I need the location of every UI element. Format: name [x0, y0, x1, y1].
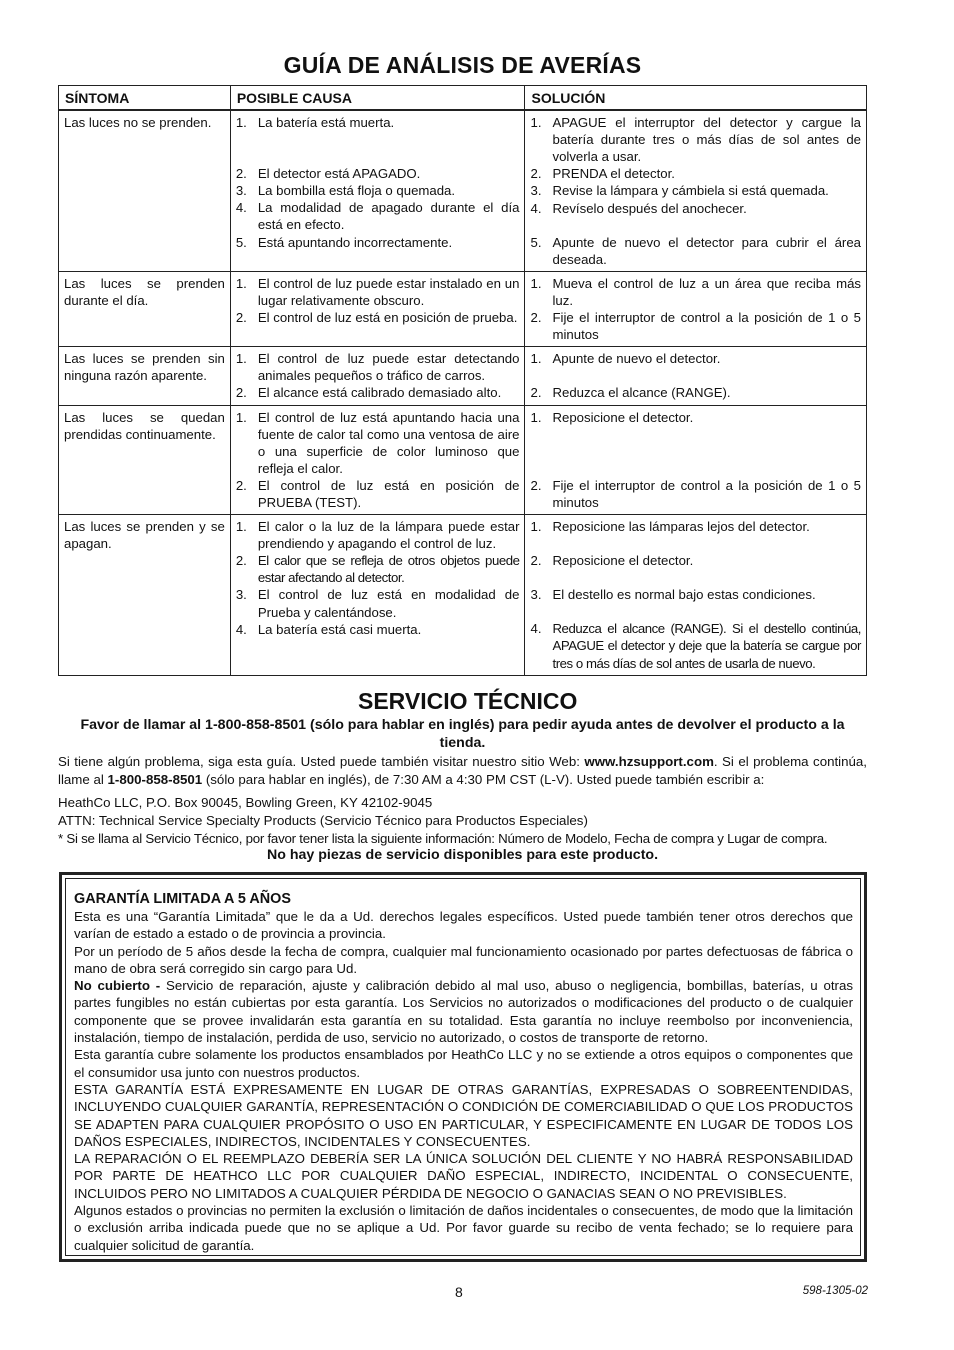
- service-attn: ATTN: Technical Service Specialty Products (Servicio Técnico para Productos Especiales): [58, 813, 588, 828]
- solution-item: 2. PRENDA el detector.: [530, 166, 675, 182]
- table-header-row: [59, 86, 867, 111]
- symptom-cell: Las luces no se prenden.: [59, 110, 231, 271]
- service-no-parts: No hay piezas de servicio disponibles para este producto.: [266, 847, 659, 863]
- cause-item: 2. El control de luz está en posición de PRUEBA (TEST).: [235, 477, 520, 510]
- warranty-text: Servicio de reparación, ajuste y calibración debido al mal uso, abuso o negligencia, bombillas, baterías, u otras partes fungibles no están cubiertas por esta garantía. Los Servicios no autorizados o modificaciones del producto o de cualquier componente que se provee invalidarán esta garantía en su totalidad. Esta garantía no incluye reembolso por inconveniencia, instalación, tiempo de instalación, perdida de uso, servicio no autorizado, o costos de transporte de retorno.: [74, 978, 854, 1046]
- cause-item: 1. El control de luz puede estar instalado en un lugar relativamente obscuro.: [235, 275, 520, 308]
- cause-item: 1. El control de luz está apuntando hacia una fuente de calor tal como una ventosa de aire o una superficie de color luminoso que refleja el calor.: [235, 409, 520, 476]
- symptom-cell: Las luces se prenden durante el día.: [59, 271, 231, 346]
- page-number: 8: [455, 1284, 463, 1300]
- symptom-cell: Las luces se quedan prendidas continuamente.: [59, 405, 231, 515]
- table-row: [59, 347, 867, 405]
- header-solution: SOLUCIÓN: [525, 86, 867, 111]
- symptom-cell: Las luces se prenden y se apagan.: [59, 515, 231, 676]
- cause-item: 2. El alcance está calibrado demasiado alto.: [235, 385, 502, 401]
- symptom-cell: Las luces se prenden sin ninguna razón aparente.: [59, 347, 231, 405]
- cause-cell: [230, 515, 525, 676]
- solution-item: 1. Apunte de nuevo el detector.: [530, 351, 721, 367]
- cause-item: 5. Está apuntando incorrectamente.: [235, 234, 453, 250]
- solution-item: 1. APAGUE el interruptor del detector y cargue la batería durante tres o más días de sol antes de volverla a usar.: [530, 115, 861, 165]
- solution-item: 5. Apunte de nuevo el detector para cubrir el área deseada.: [530, 234, 861, 267]
- cause-item: 2. El calor que se refleja de otros objetos puede estar afectando al detector.: [235, 553, 520, 586]
- troubleshooting-table: [58, 85, 867, 676]
- warranty-paragraph: Esta garantía cubre solamente los productos ensamblados por HeathCo LLC y no se extiende a otros equipos o componentes que el consumidor usa junto con nuestros productos.: [74, 1047, 853, 1080]
- cause-list: [236, 518, 520, 638]
- service-website: www.hzsupport.com: [584, 754, 714, 769]
- cause-list: [236, 350, 520, 401]
- service-text: Si tiene algún problema, siga esta guía. Usted puede también visitar nuestro sitio Web:: [58, 754, 585, 769]
- solution-list: [530, 518, 861, 672]
- cause-cell: [230, 405, 525, 515]
- solution-item: 1. Reposicione las lámparas lejos del detector.: [530, 519, 810, 535]
- solution-item: 4. Revíselo después del anochecer.: [530, 200, 747, 216]
- solution-item: 2. Reduzca el alcance (RANGE).: [530, 385, 731, 401]
- warranty-not-covered-label: No cubierto -: [74, 978, 161, 994]
- solution-item: 2. Fije el interruptor de control a la posición de 1 o 5 minutos: [530, 310, 861, 343]
- cause-cell: [230, 347, 525, 405]
- solution-item: 2. Fije el interruptor de control a la posición de 1 o 5 minutos: [530, 477, 861, 510]
- cause-item: 2. El detector está APAGADO.: [235, 166, 421, 182]
- warranty-box: [59, 872, 867, 1262]
- solution-item: 1. Reposicione el detector.: [530, 409, 694, 425]
- service-note: * Si se llama al Servicio Técnico, por favor tener lista la siguiente información: Número de Modelo, Fecha de compra y Lugar de compra.: [58, 831, 828, 846]
- service-phone: 1-800-858-8501: [107, 772, 203, 787]
- solution-item: 3. El destello es normal bajo estas condiciones.: [530, 587, 816, 603]
- cause-cell: [230, 271, 525, 346]
- solution-cell: [525, 347, 867, 405]
- solution-item: 2. Reposicione el detector.: [530, 553, 694, 569]
- table-row: [59, 405, 867, 515]
- solution-item: 4. Reduzca el alcance (RANGE). Si el destello continúa, APAGUE el detector y deje que la batería se cargue por tres o más días de sol antes de usarla de nuevo.: [530, 621, 861, 671]
- warranty-paragraph: LA REPARACIÓN O EL REEMPLAZO DEBERÍA SER LA ÚNICA SOLUCIÓN DEL CLIENTE Y NO HABRÁ RESPONSABILIDAD POR PARTE DE HEATHCO LLC POR CUALQUIER DAÑO ESPECIAL, INDIRECTO, INCIDENTAL O CONSECUENTE, INCLUIDOS PERO NO LIMITADOS A CUALQUIER PÉRDIDA DE NEGOCIO O GANACIAS SEAN O NO PREVISIBLES.: [74, 1151, 853, 1201]
- service-title: SERVICIO TÉCNICO: [358, 688, 578, 714]
- solution-list: [530, 350, 861, 401]
- cause-list: [236, 275, 520, 326]
- warranty-paragraph: Algunos estados o provincias no permiten la exclusión o limitación de daños incidentales o consecuentes, de modo que la limitación o exclusión arriba indicada puede que no se aplique a Ud. Por favor guarde su recibo de venta fechado; se lo requiere para cualquier solicitud de garantía.: [74, 1203, 853, 1253]
- solution-cell: [525, 271, 867, 346]
- cause-item: 1. El calor o la luz de la lámpara puede estar prendiendo y apagando el control de luz.: [235, 519, 520, 552]
- cause-cell: [230, 110, 525, 271]
- document-code: 598-1305-02: [802, 1285, 868, 1297]
- header-cause: POSIBLE CAUSA: [230, 86, 525, 111]
- service-text: (sólo para hablar en inglés), de 7:30 AM a 4:30 PM CST (L-V). Usted puede también escribir a:: [202, 772, 765, 787]
- solution-item: 3. Revise la lámpara y cámbiela si está quemada.: [530, 183, 829, 199]
- table-row: [59, 515, 867, 676]
- cause-list: [236, 409, 520, 512]
- cause-item: 4. La batería está casi muerta.: [235, 621, 422, 637]
- table-row: [59, 110, 867, 271]
- cause-item: 4. La modalidad de apagado durante el día está en efecto.: [235, 200, 520, 233]
- service-body: [58, 753, 867, 848]
- solution-list: [530, 114, 861, 268]
- cause-item: 2. El control de luz está en posición de prueba.: [235, 310, 518, 326]
- solution-cell: [525, 515, 867, 676]
- cause-item: 1. La batería está muerta.: [235, 115, 395, 131]
- service-call-line: Favor de llamar al 1-800-858-8501 (sólo para hablar en inglés) para pedir ayuda antes de devolver el producto a la tienda.: [80, 717, 845, 751]
- warranty-paragraph: Esta es una “Garantía Limitada” que le da a Ud. derechos legales específicos. Usted puede también tener otros derechos que varían de estado a estado o de provincia a provincia.: [74, 909, 853, 942]
- service-text: . Si el problema continúa, llame al: [58, 754, 868, 787]
- cause-item: 1. El control de luz puede estar detectando animales pequeños o tráfico de carros.: [235, 351, 520, 384]
- solution-list: [530, 409, 861, 511]
- service-paragraph: [58, 753, 867, 789]
- solution-item: 1. Mueva el control de luz a un área que reciba más luz.: [530, 275, 861, 308]
- warranty-paragraph: Por un período de 5 años desde la fecha de compra, cualquier mal funcionamiento ocasionado por partes defectuosas de fábrica o mano de obra será corregido sin cargo para Ud.: [74, 943, 853, 976]
- cause-item: 3. El control de luz está en modalidad de Prueba y calentándose.: [235, 587, 520, 620]
- cause-item: 3. La bombilla está floja o quemada.: [235, 183, 456, 199]
- warranty-paragraph: [74, 977, 853, 1046]
- service-address: HeathCo LLC, P.O. Box 90045, Bowling Green, KY 42102-9045: [58, 795, 433, 810]
- solution-cell: [525, 405, 867, 515]
- table-row: [59, 271, 867, 346]
- cause-list: [236, 114, 520, 251]
- solution-list: [530, 275, 861, 343]
- page-title: GUÍA DE ANÁLISIS DE AVERÍAS: [283, 52, 642, 78]
- solution-cell: [525, 110, 867, 271]
- header-symptom: SÍNTOMA: [59, 86, 231, 111]
- warranty-title: GARANTÍA LIMITADA A 5 AÑOS: [74, 891, 291, 907]
- warranty-paragraph: ESTA GARANTÍA ESTÁ EXPRESAMENTE EN LUGAR DE OTRAS GARANTÍAS, EXPRESADAS O SOBREENTENDIDAS, INCLUYENDO CUALQUIER GARANTÍA, REPRESENTACIÓN O CONDICIÓN DE COMERCIABILIDAD O QUE LOS PRODUCTOS SE ADAPTEN PARA CUALQUIER PROPÓSITO O USO EN PARTICULAR, Y ESPECIFICAMENTE EN LUGAR DE TODOS LOS DAÑOS ESPECIALES, INDIRECTOS, INCIDENTALES Y CONSECUENTES.: [74, 1081, 853, 1149]
